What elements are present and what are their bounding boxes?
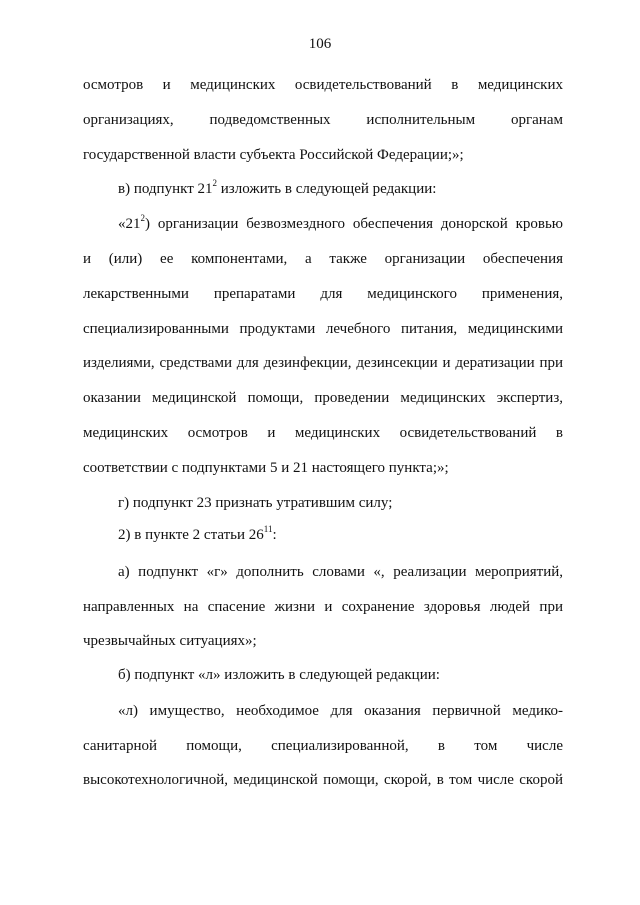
quote-21-2-text-b: ) организации безвозмездного обеспечения донорской кровью [145,216,563,232]
subitem-g: г) подпункт 23 признать утратившим силу; [118,495,393,511]
text-line-8: специализированными продуктами лечебного питания, медицинскими [83,321,563,337]
item-2-heading [118,526,563,544]
text-line-11: медицинских осмотров и медицинских освидетельствований в [83,425,563,441]
subitem-a-line-2: направленных на спасение жизни и сохранение здоровья людей при [83,599,563,615]
quote-l-line-2: санитарной помощи, специализированной, в том числе [83,738,563,754]
quote-l-line-3: высокотехнологичной, медицинской помощи, скорой, в том числе скорой [83,772,563,788]
text-line-3: государственной власти субъекта Российской Федерации;»; [83,147,464,163]
text-line-1: осмотров и медицинских освидетельствований в медицинских [83,77,563,93]
text-line-6: и (или) ее компонентами, а также организации обеспечения [83,251,563,267]
subitem-v-text-a: в) подпункт 21 [118,181,213,197]
quote-l-line-1: «л) имущество, необходимое для оказания первичной медико- [118,703,563,719]
item-2-text-b: : [272,527,277,543]
text-line-12: соответствии с подпунктами 5 и 21 настоящего пункта;»; [83,460,449,476]
quote-21-2-start [118,215,563,233]
text-line-10: оказании медицинской помощи, проведении медицинских экспертиз, [83,390,563,406]
text-line-7: лекарственными препаратами для медицинского применения, [83,286,563,302]
subitem-v-heading [118,180,563,198]
subitem-b-heading: б) подпункт «л» изложить в следующей редакции: [118,667,440,683]
superscript-2: 2 [212,178,218,188]
superscript-11: 11 [263,524,273,534]
text-line-9: изделиями, средствами для дезинфекции, дезинсекции и дератизации при [83,355,563,371]
text-line-2: организациях, подведомственных исполнительным органам [83,112,563,128]
superscript-2b: 2 [140,213,145,223]
item-2-text-a: 2) в пункте 2 статьи 26 [118,527,264,543]
quote-21-2-text-a: «21 [118,216,141,232]
subitem-a-line-3: чрезвычайных ситуациях»; [83,633,257,649]
subitem-v-text-b: изложить в следующей редакции: [217,181,437,197]
subitem-a-line-1: а) подпункт «г» дополнить словами «, реализации мероприятий, [118,564,563,580]
page-number: 106 [308,36,332,52]
